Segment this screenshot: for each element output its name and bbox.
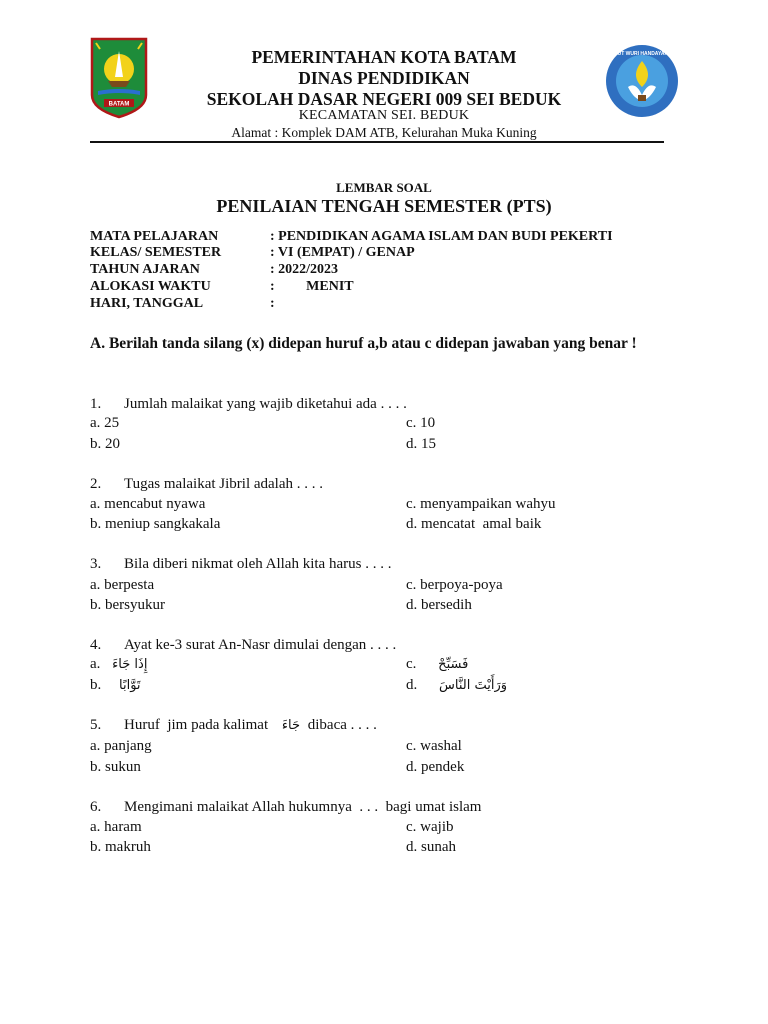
q5-option-c[interactable]: c. washal — [406, 738, 462, 754]
info-label-subject: MATA PELAJARAN — [90, 229, 219, 244]
question-text: Ayat ke-3 surat An-Nasr dimulai dengan . . . . — [124, 637, 397, 653]
option-letter: c. — [406, 656, 417, 672]
info-value-year: : 2022/2023 — [270, 262, 339, 277]
info-label-date: HARI, TANGGAL — [90, 296, 204, 311]
question-text: Bila diberi nikmat oleh Allah kita harus . . . . — [124, 556, 392, 572]
question-number: 2. — [90, 476, 102, 492]
info-value-time: : MENIT — [270, 279, 354, 294]
section-instruction: A. Berilah tanda silang (x) didepan huruf a,b atau c didepan jawaban yang benar ! — [90, 335, 637, 352]
q5-option-d[interactable]: d. pendek — [406, 759, 465, 775]
q6-option-c[interactable]: c. wajib — [406, 819, 454, 835]
question-text-after: dibaca . . . . — [307, 717, 377, 733]
question-number: 1. — [90, 396, 102, 412]
q6-option-a[interactable]: a. haram — [90, 819, 142, 835]
question-4 — [90, 637, 396, 654]
tut-wuri-logo-text: TUT WURI HANDAYANI — [614, 51, 670, 57]
info-label-class: KELAS/ SEMESTER — [90, 245, 222, 260]
sheet-label: LEMBAR SOAL — [336, 180, 432, 195]
q3-option-d[interactable]: d. bersedih — [406, 597, 472, 613]
question-number: 4. — [90, 637, 102, 653]
question-6 — [90, 799, 481, 816]
q1-option-d[interactable]: d. 15 — [406, 436, 436, 452]
question-arabic-word: جَاءَ — [281, 718, 301, 733]
option-letter: b. — [90, 677, 102, 693]
q3-option-a[interactable]: a. berpesta — [90, 577, 155, 593]
q5-option-b[interactable]: b. sukun — [90, 759, 141, 775]
header-government: PEMERINTAHAN KOTA BATAM — [251, 47, 517, 67]
q2-option-c[interactable]: c. menyampaikan wahyu — [406, 496, 556, 512]
q4-option-c[interactable] — [406, 656, 468, 673]
q1-option-a[interactable]: a. 25 — [90, 415, 120, 431]
header-address: Alamat : Komplek DAM ATB, Kelurahan Muka Kuning — [231, 125, 537, 140]
question-2 — [90, 476, 323, 493]
header-district: KECAMATAN SEI. BEDUK — [298, 108, 470, 123]
q4-option-a[interactable] — [90, 656, 147, 673]
info-value-class: : VI (EMPAT) / GENAP — [270, 245, 415, 260]
question-text: Mengimani malaikat Allah hukumnya . . . bagi umat islam — [124, 799, 482, 815]
option-arabic-text: فَسَبِّحْ — [438, 657, 469, 672]
q2-option-d[interactable]: d. mencatat amal baik — [406, 516, 542, 532]
question-number: 6. — [90, 799, 102, 815]
option-arabic-text: تَوَّابًا — [119, 678, 141, 693]
option-letter: a. — [90, 656, 101, 672]
q6-option-b[interactable]: b. makruh — [90, 839, 151, 855]
batam-logo-text: BATAM — [108, 101, 130, 108]
q5-option-a[interactable]: a. panjang — [90, 738, 152, 754]
question-text-before: Huruf jim pada kalimat — [124, 717, 269, 733]
info-label-time: ALOKASI WAKTU — [90, 279, 211, 294]
header-school-name: SEKOLAH DASAR NEGERI 009 SEI BEDUK — [206, 89, 562, 109]
q4-option-b[interactable] — [90, 677, 141, 694]
question-1 — [90, 396, 407, 413]
q1-option-c[interactable]: c. 10 — [406, 415, 436, 431]
q3-option-c[interactable]: c. berpoya-poya — [406, 577, 503, 593]
q4-option-d[interactable] — [406, 677, 507, 694]
info-value-date: : — [270, 296, 275, 311]
question-number: 5. — [90, 717, 102, 733]
q3-option-b[interactable]: b. bersyukur — [90, 597, 165, 613]
option-arabic-text: إِذَا جَاءَ — [112, 657, 148, 672]
option-arabic-text: وَرَأَيْتَ النَّاسَ — [439, 678, 508, 693]
question-text: Jumlah malaikat yang wajib diketahui ada . . . . — [124, 396, 407, 412]
header-divider — [90, 141, 664, 143]
question-5 — [90, 717, 377, 734]
info-value-subject: : PENDIDIKAN AGAMA ISLAM DAN BUDI PEKERTI — [270, 229, 613, 244]
q6-option-d[interactable]: d. sunah — [406, 839, 456, 855]
question-text: Tugas malaikat Jibril adalah . . . . — [124, 476, 323, 492]
option-letter: d. — [406, 677, 418, 693]
exam-title: PENILAIAN TENGAH SEMESTER (PTS) — [216, 196, 552, 216]
question-number: 3. — [90, 556, 102, 572]
question-3 — [90, 556, 391, 573]
info-label-year: TAHUN AJARAN — [90, 262, 200, 277]
q1-option-b[interactable]: b. 20 — [90, 436, 120, 452]
q2-option-b[interactable]: b. meniup sangkakala — [90, 516, 221, 532]
q2-option-a[interactable]: a. mencabut nyawa — [90, 496, 206, 512]
header-department: DINAS PENDIDIKAN — [298, 68, 470, 88]
